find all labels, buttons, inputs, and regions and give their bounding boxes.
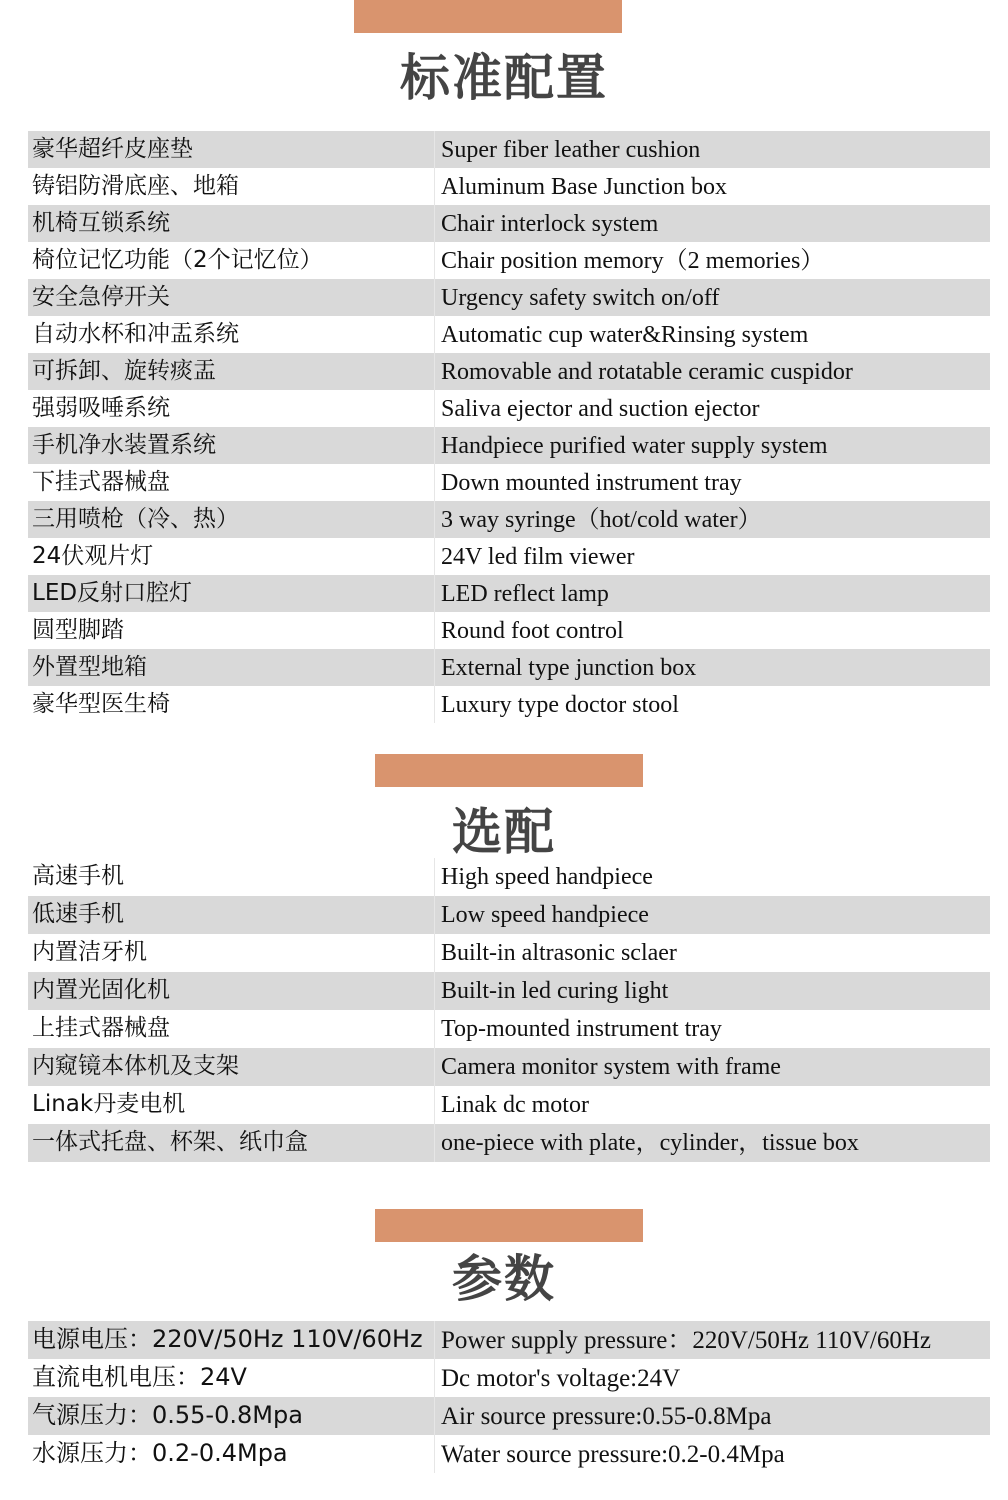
feature-cn: 内置光固化机: [32, 977, 170, 1003]
feature-en: Chair interlock system: [434, 205, 990, 242]
optional-config-table: [28, 858, 990, 1162]
section-title-standard: 标准配置: [400, 49, 608, 107]
param-en: Dc motor's voltage:24V: [434, 1359, 990, 1397]
section-title-optional: 选配: [452, 803, 556, 861]
param-cn: 气源压力：0.55-0.8Mpa: [32, 1401, 303, 1429]
table-row: [28, 1086, 990, 1124]
feature-en: Built-in altrasonic sclaer: [434, 934, 990, 972]
feature-en: Super fiber leather cushion: [434, 131, 990, 168]
feature-en: Camera monitor system with frame: [434, 1048, 990, 1086]
table-row: [28, 858, 990, 896]
feature-cn: 低速手机: [32, 901, 124, 927]
feature-en: Handpiece purified water supply system: [434, 427, 990, 464]
param-en: Power supply pressure：220V/50Hz 110V/60Hz: [434, 1321, 990, 1359]
feature-cn: 三用喷枪（冷、热）: [32, 506, 239, 532]
feature-cn: 椅位记忆功能（2个记忆位）: [32, 247, 323, 273]
param-en: Water source pressure:0.2-0.4Mpa: [434, 1435, 990, 1473]
table-row: [28, 1321, 990, 1359]
feature-en: Linak dc motor: [434, 1086, 990, 1124]
feature-en: Romovable and rotatable ceramic cuspidor: [434, 353, 990, 390]
table-row: [28, 934, 990, 972]
table-row: [28, 242, 990, 279]
table-row: [28, 1048, 990, 1086]
table-row: [28, 612, 990, 649]
table-row: [28, 1359, 990, 1397]
table-row: [28, 316, 990, 353]
table-row: [28, 972, 990, 1010]
table-row: [28, 1435, 990, 1473]
feature-cn: Linak丹麦电机: [32, 1091, 186, 1117]
feature-cn: 圆型脚踏: [32, 617, 124, 643]
table-row: [28, 649, 990, 686]
feature-en: one-piece with plate，cylinder，tissue box: [434, 1124, 990, 1162]
feature-cn: 自动水杯和冲盂系统: [32, 321, 239, 347]
table-row: [28, 427, 990, 464]
table-row: [28, 205, 990, 242]
feature-en: Urgency safety switch on/off: [434, 279, 990, 316]
feature-cn: 豪华型医生椅: [32, 691, 170, 717]
param-cn: 电源电压：220V/50Hz 110V/60Hz: [32, 1325, 423, 1353]
table-row: [28, 353, 990, 390]
feature-cn: 可拆卸、旋转痰盂: [32, 358, 216, 384]
feature-cn: 安全急停开关: [32, 284, 170, 310]
feature-cn: LED反射口腔灯: [32, 580, 193, 606]
feature-en: Low speed handpiece: [434, 896, 990, 934]
table-row: [28, 1010, 990, 1048]
section-divider-bar: [354, 0, 622, 33]
feature-en: Luxury type doctor stool: [434, 686, 990, 723]
param-cn: 直流电机电压：24V: [32, 1363, 247, 1391]
feature-en: Built-in led curing light: [434, 972, 990, 1010]
table-row: [28, 1124, 990, 1162]
feature-en: Top-mounted instrument tray: [434, 1010, 990, 1048]
table-row: [28, 538, 990, 575]
feature-cn: 铸铝防滑底座、地箱: [32, 173, 239, 199]
table-row: [28, 686, 990, 723]
standard-config-table: [28, 131, 990, 723]
feature-en: Down mounted instrument tray: [434, 464, 990, 501]
feature-cn: 内窥镜本体机及支架: [32, 1053, 239, 1079]
feature-cn: 豪华超纤皮座垫: [32, 136, 193, 162]
section-divider-bar: [375, 754, 643, 787]
feature-en: High speed handpiece: [434, 858, 990, 896]
feature-en: Chair position memory（2 memories）: [434, 242, 990, 279]
table-row: [28, 168, 990, 205]
table-row: [28, 896, 990, 934]
feature-cn: 高速手机: [32, 863, 124, 889]
feature-en: 24V led film viewer: [434, 538, 990, 575]
feature-cn: 内置洁牙机: [32, 939, 147, 965]
feature-cn: 外置型地箱: [32, 654, 147, 680]
feature-en: Round foot control: [434, 612, 990, 649]
feature-cn: 上挂式器械盘: [32, 1015, 170, 1041]
feature-en: 3 way syringe（hot/cold water）: [434, 501, 990, 538]
feature-cn: 强弱吸唾系统: [32, 395, 170, 421]
section-title-parameters: 参数: [452, 1250, 556, 1308]
parameters-table: [28, 1321, 990, 1473]
table-row: [28, 464, 990, 501]
feature-en: External type junction box: [434, 649, 990, 686]
section-divider-bar: [375, 1209, 643, 1242]
feature-en: LED reflect lamp: [434, 575, 990, 612]
table-row: [28, 501, 990, 538]
feature-en: Saliva ejector and suction ejector: [434, 390, 990, 427]
param-en: Air source pressure:0.55-0.8Mpa: [434, 1397, 990, 1435]
feature-cn: 24伏观片灯: [32, 543, 154, 569]
table-row: [28, 279, 990, 316]
feature-cn: 机椅互锁系统: [32, 210, 170, 236]
feature-cn: 下挂式器械盘: [32, 469, 170, 495]
table-row: [28, 1397, 990, 1435]
feature-cn: 一体式托盘、杯架、纸巾盒: [32, 1129, 308, 1155]
table-row: [28, 390, 990, 427]
feature-en: Aluminum Base Junction box: [434, 168, 990, 205]
feature-en: Automatic cup water&Rinsing system: [434, 316, 990, 353]
table-row: [28, 575, 990, 612]
feature-cn: 手机净水装置系统: [32, 432, 216, 458]
table-row: [28, 131, 990, 168]
param-cn: 水源压力：0.2-0.4Mpa: [32, 1439, 288, 1467]
